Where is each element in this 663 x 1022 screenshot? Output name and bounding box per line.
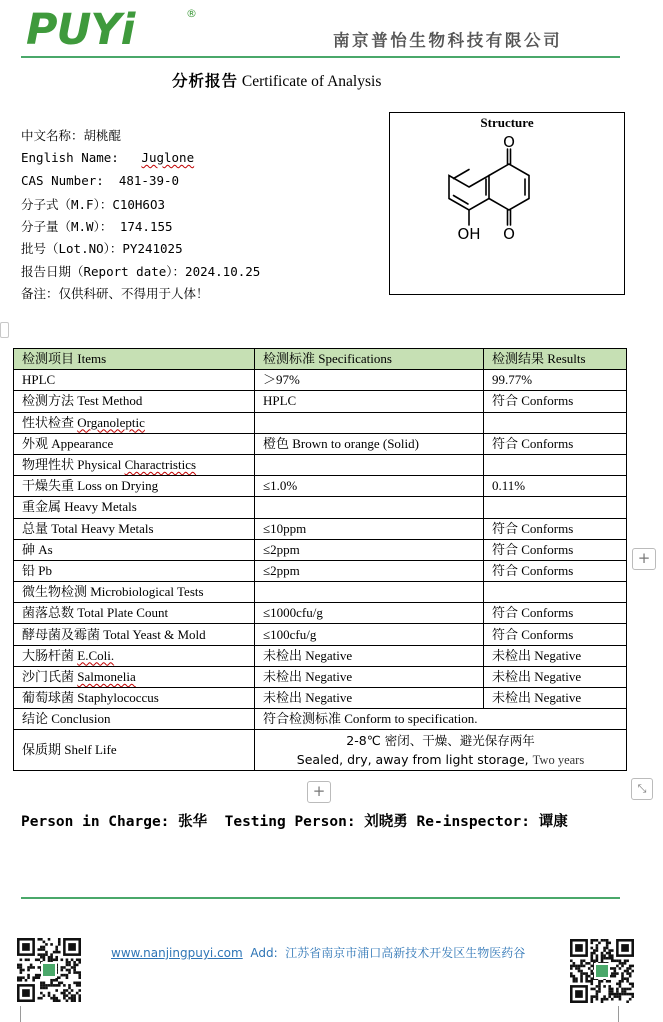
item-cell: 微生物检测 Microbiological Tests — [14, 582, 255, 603]
table-row — [14, 497, 627, 518]
table-row — [14, 582, 627, 603]
shelf-line-1: 2-8℃ 密闭、干燥、避光保存两年 — [346, 732, 535, 748]
result-cell: 符合 Conforms — [484, 433, 627, 454]
specification-cell — [255, 454, 484, 475]
result-cell: 符合 Conforms — [484, 560, 627, 581]
add-column-button[interactable]: + — [632, 548, 656, 570]
address-label: Add: — [250, 946, 278, 960]
table-row — [14, 688, 627, 709]
info-en-name: English Name: Juglone — [21, 150, 195, 165]
header-divider — [21, 56, 620, 58]
table-row — [14, 666, 627, 687]
address-text: 江苏省南京市浦口高新技术开发区生物医药谷 — [285, 946, 526, 960]
item-cell: 物理性状 Physical Charactristics — [14, 454, 255, 475]
result-cell — [484, 412, 627, 433]
result-cell — [484, 582, 627, 603]
result-cell: 99.77% — [484, 370, 627, 391]
website-link[interactable]: www.nanjingpuyi.com — [111, 946, 243, 960]
footer-contact — [111, 944, 525, 961]
shelf-life-value — [255, 730, 627, 771]
info-cn-name: 中文名称：胡桃醌 — [21, 128, 122, 143]
info-lot: 批号（Lot.NO）：PY241025 — [21, 241, 183, 256]
spellcheck-word: E.Coli. — [77, 647, 115, 663]
item-cell: 总量 Total Heavy Metals — [14, 518, 255, 539]
result-cell: 未检出 Negative — [484, 645, 627, 666]
specification-cell: 橙色 Brown to orange (Solid) — [255, 433, 484, 454]
item-cell: 重金属 Heavy Metals — [14, 497, 255, 518]
result-cell: 符合 Conforms — [484, 539, 627, 560]
item-cell: 砷 As — [14, 539, 255, 560]
item-cell: 外观 Appearance — [14, 433, 255, 454]
juglone-name: Juglone — [141, 150, 195, 165]
shelf-life-label: 保质期 Shelf Life — [14, 730, 255, 771]
table-move-handle[interactable] — [0, 322, 9, 338]
info-mw: 分子量（M.W）： 174.155 — [21, 219, 173, 234]
header-items: 检测项目 Items — [14, 349, 255, 370]
specification-cell: ≤10ppm — [255, 518, 484, 539]
table-row — [14, 560, 627, 581]
qr-code-right-icon — [570, 939, 634, 1003]
specification-cell — [255, 497, 484, 518]
document-title — [172, 69, 381, 91]
item-cell: 干燥失重 Loss on Drying — [14, 476, 255, 497]
crop-mark-left — [20, 1006, 21, 1022]
juglone-structure-diagram — [390, 133, 624, 293]
company-name: 南京普怡生物科技有限公司 — [333, 31, 563, 50]
result-cell: 0.11% — [484, 476, 627, 497]
specification-cell: ≤100cfu/g — [255, 624, 484, 645]
title-en: Certificate of Analysis — [241, 73, 382, 90]
table-row — [14, 518, 627, 539]
svg-text:®: ® — [186, 7, 197, 20]
specification-table — [13, 348, 627, 771]
result-cell: 未检出 Negative — [484, 688, 627, 709]
specification-cell: 未检出 Negative — [255, 666, 484, 687]
structure-title: Structure — [480, 115, 534, 130]
table-resize-handle[interactable]: ⤡ — [631, 778, 653, 800]
atom-oh: OH — [457, 225, 481, 243]
item-cell: 检测方法 Test Method — [14, 391, 255, 412]
puyi-logo — [24, 4, 204, 50]
result-cell: 符合 Conforms — [484, 603, 627, 624]
info-note: 备注：仅供科研、不得用于人体！ — [21, 286, 209, 301]
table-row — [14, 645, 627, 666]
qr-code-left-icon — [17, 938, 81, 1002]
item-cell: 铅 Pb — [14, 560, 255, 581]
add-row-button[interactable]: + — [307, 781, 331, 803]
spellcheck-word: Charactristics — [124, 457, 197, 473]
structure-box — [389, 112, 625, 295]
crop-mark-right — [618, 1006, 619, 1022]
atom-o-bottom: O — [503, 225, 515, 243]
conclusion-row — [14, 709, 627, 730]
table-row — [14, 539, 627, 560]
item-cell: 沙门氏菌 Salmonelia — [14, 666, 255, 687]
item-cell: 性状检查 Organoleptic — [14, 412, 255, 433]
item-cell: 菌落总数 Total Plate Count — [14, 603, 255, 624]
svg-text:PUYi: PUYi — [26, 5, 135, 50]
table-row — [14, 391, 627, 412]
conclusion-label: 结论 Conclusion — [14, 709, 255, 730]
header-specifications: 检测标准 Specifications — [255, 349, 484, 370]
conclusion-value: 符合检测标准 Conform to specification. — [255, 709, 627, 730]
result-cell — [484, 454, 627, 475]
table-row — [14, 476, 627, 497]
result-cell: 符合 Conforms — [484, 391, 627, 412]
table-header-row — [14, 349, 627, 370]
info-mf: 分子式（M.F）：C10H6O3 — [21, 197, 166, 212]
table-row — [14, 412, 627, 433]
specification-cell — [255, 412, 484, 433]
specification-cell: HPLC — [255, 391, 484, 412]
title-cn: 分析报告 — [172, 72, 239, 90]
item-cell: 大肠杆菌 E.Coli. — [14, 645, 255, 666]
result-cell: 符合 Conforms — [484, 518, 627, 539]
atom-o-top: O — [503, 133, 515, 151]
specification-cell: ≤2ppm — [255, 539, 484, 560]
specification-cell: ≤1.0% — [255, 476, 484, 497]
result-cell: 符合 Conforms — [484, 624, 627, 645]
shelf-life-row — [14, 730, 627, 771]
table-row — [14, 454, 627, 475]
specification-cell: ≤2ppm — [255, 560, 484, 581]
item-cell: HPLC — [14, 370, 255, 391]
result-cell — [484, 497, 627, 518]
shelf-line-2: Sealed, dry, away from light storage, Two years — [296, 751, 585, 767]
specification-cell — [255, 582, 484, 603]
spellcheck-word: Organoleptic — [77, 414, 145, 430]
header-results: 检测结果 Results — [484, 349, 627, 370]
info-cas: CAS Number: 481-39-0 — [21, 173, 180, 188]
specification-cell: ＞97% — [255, 370, 484, 391]
item-cell: 葡萄球菌 Staphylococcus — [14, 688, 255, 709]
table-row — [14, 370, 627, 391]
specification-cell: 未检出 Negative — [255, 645, 484, 666]
table-row — [14, 624, 627, 645]
result-cell: 未检出 Negative — [484, 666, 627, 687]
item-cell: 酵母菌及霉菌 Total Yeast & Mold — [14, 624, 255, 645]
table-row — [14, 603, 627, 624]
spellcheck-word: Salmonelia — [77, 668, 136, 684]
table-row — [14, 433, 627, 454]
footer-divider — [21, 897, 620, 899]
specification-cell: ≤1000cfu/g — [255, 603, 484, 624]
info-report-date: 报告日期（Report date）：2024.10.25 — [21, 264, 261, 279]
specification-cell: 未检出 Negative — [255, 688, 484, 709]
signatures-line: Person in Charge: 张华 Testing Person: 刘晓勇 Re-inspector: 谭康 — [21, 814, 568, 830]
